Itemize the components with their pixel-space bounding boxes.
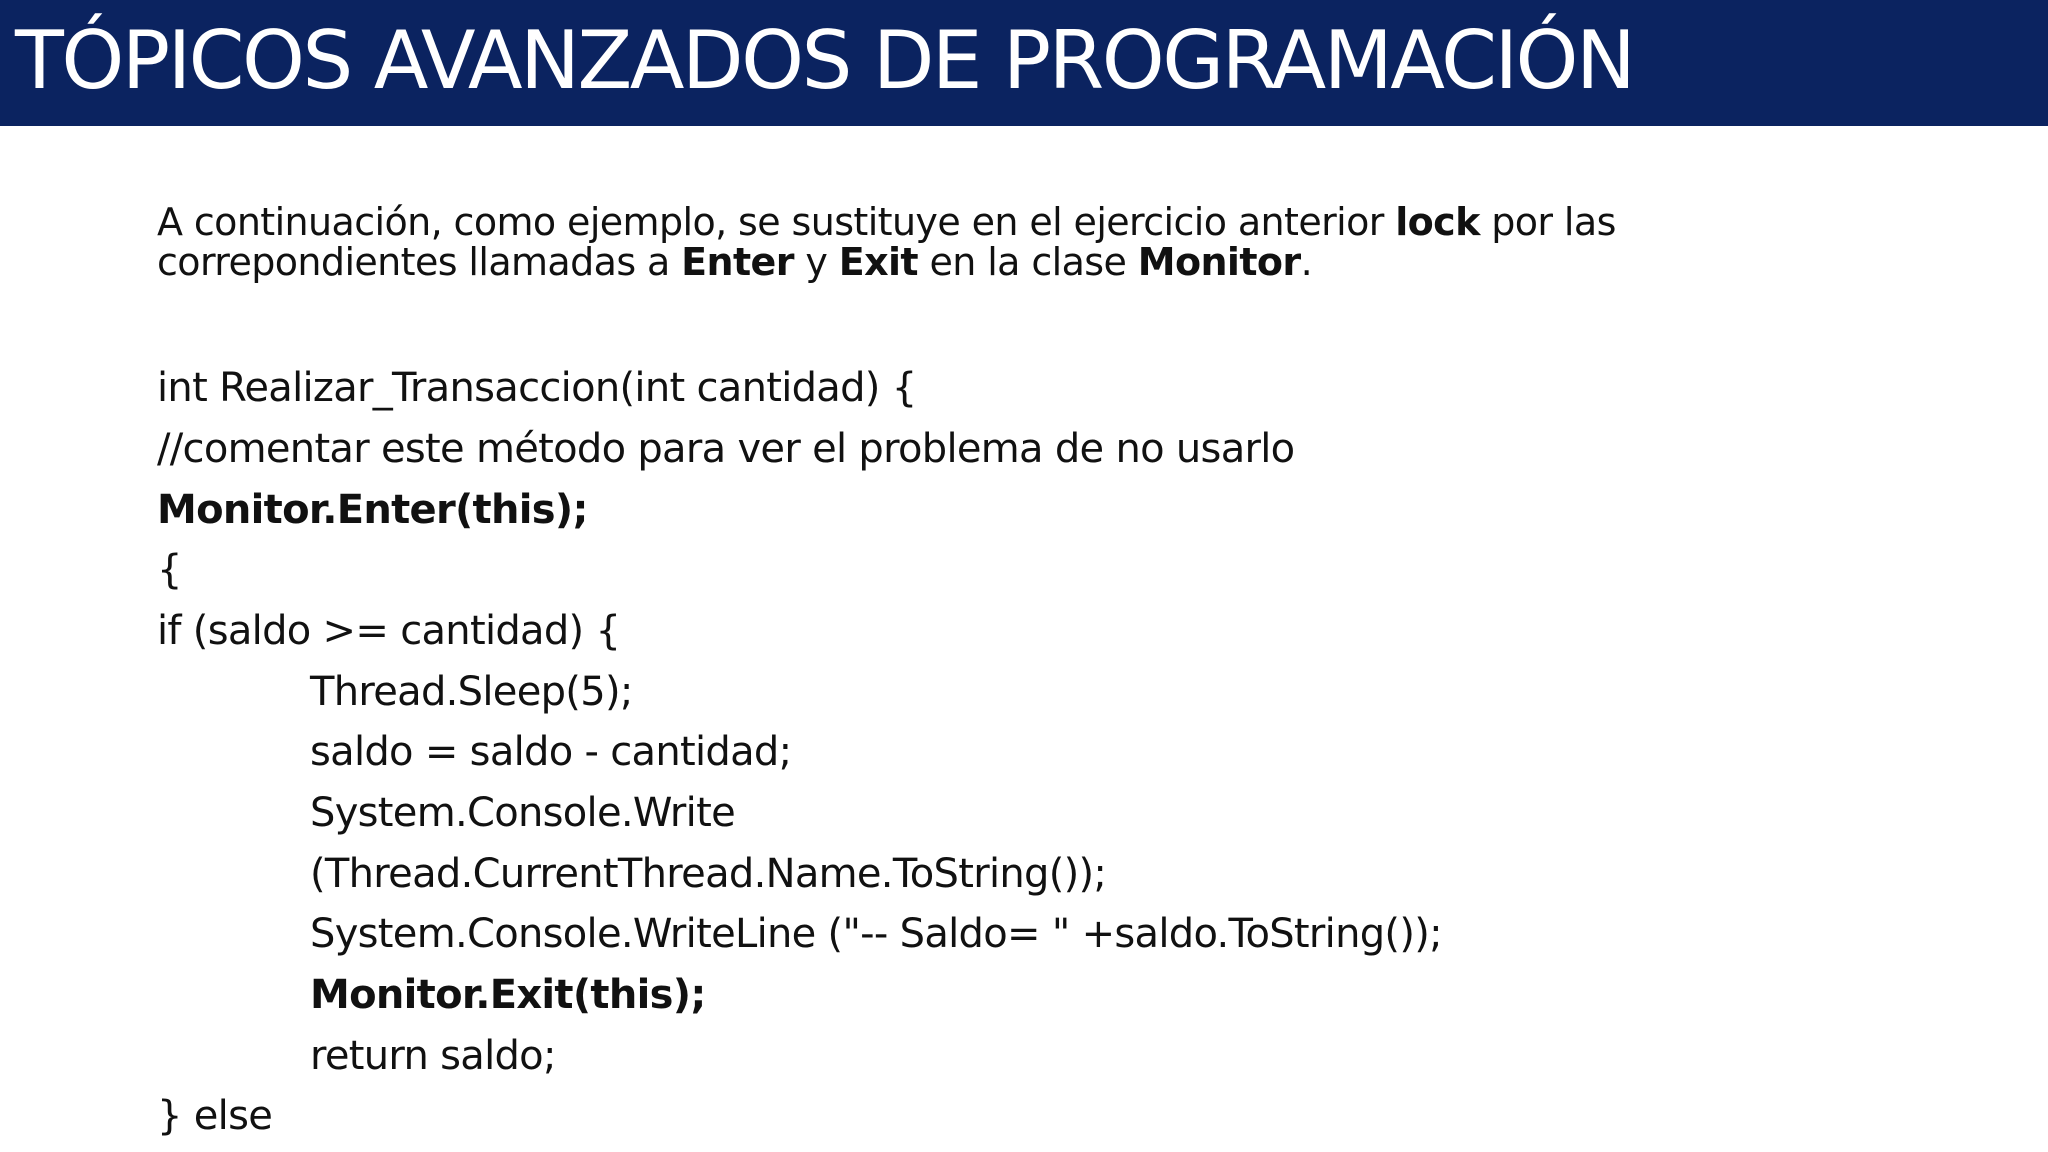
intro-text: y [793,240,839,284]
code-line: System.Console.Write [310,790,735,836]
code-line: System.Console.WriteLine ("-- Saldo= " +saldo.ToString()); [310,911,1442,957]
code-line: //comentar este método para ver el problema de no usarlo [157,426,1295,472]
slide-title: TÓPICOS AVANZADOS DE PROGRAMACIÓN [15,14,1634,107]
keyword-lock: lock [1395,200,1480,244]
code-line: Monitor.Exit(this); [310,972,706,1018]
code-line: Thread.Sleep(5); [310,669,633,715]
keyword-exit: Exit [838,240,918,284]
code-line: Monitor.Enter(this); [157,487,588,533]
intro-text: por las correpondientes llamadas a [157,200,1616,284]
code-line: if (saldo >= cantidad) { [157,608,621,654]
code-line: int Realizar_Transaccion(int cantidad) { [157,365,917,411]
keyword-monitor: Monitor [1137,240,1301,284]
intro-text: A continuación, como ejemplo, se sustituye en el ejercicio anterior [157,200,1396,244]
code-line: saldo = saldo - cantidad; [310,729,792,775]
intro-paragraph [157,202,1717,282]
code-line: return saldo; [310,1033,556,1079]
code-line: (Thread.CurrentThread.Name.ToString()); [310,851,1107,897]
code-line: } else [157,1093,273,1139]
intro-text: . [1300,240,1313,284]
code-line: { [157,547,182,593]
intro-text: en la clase [918,240,1138,284]
title-bar [0,0,2048,126]
keyword-enter: Enter [681,240,794,284]
